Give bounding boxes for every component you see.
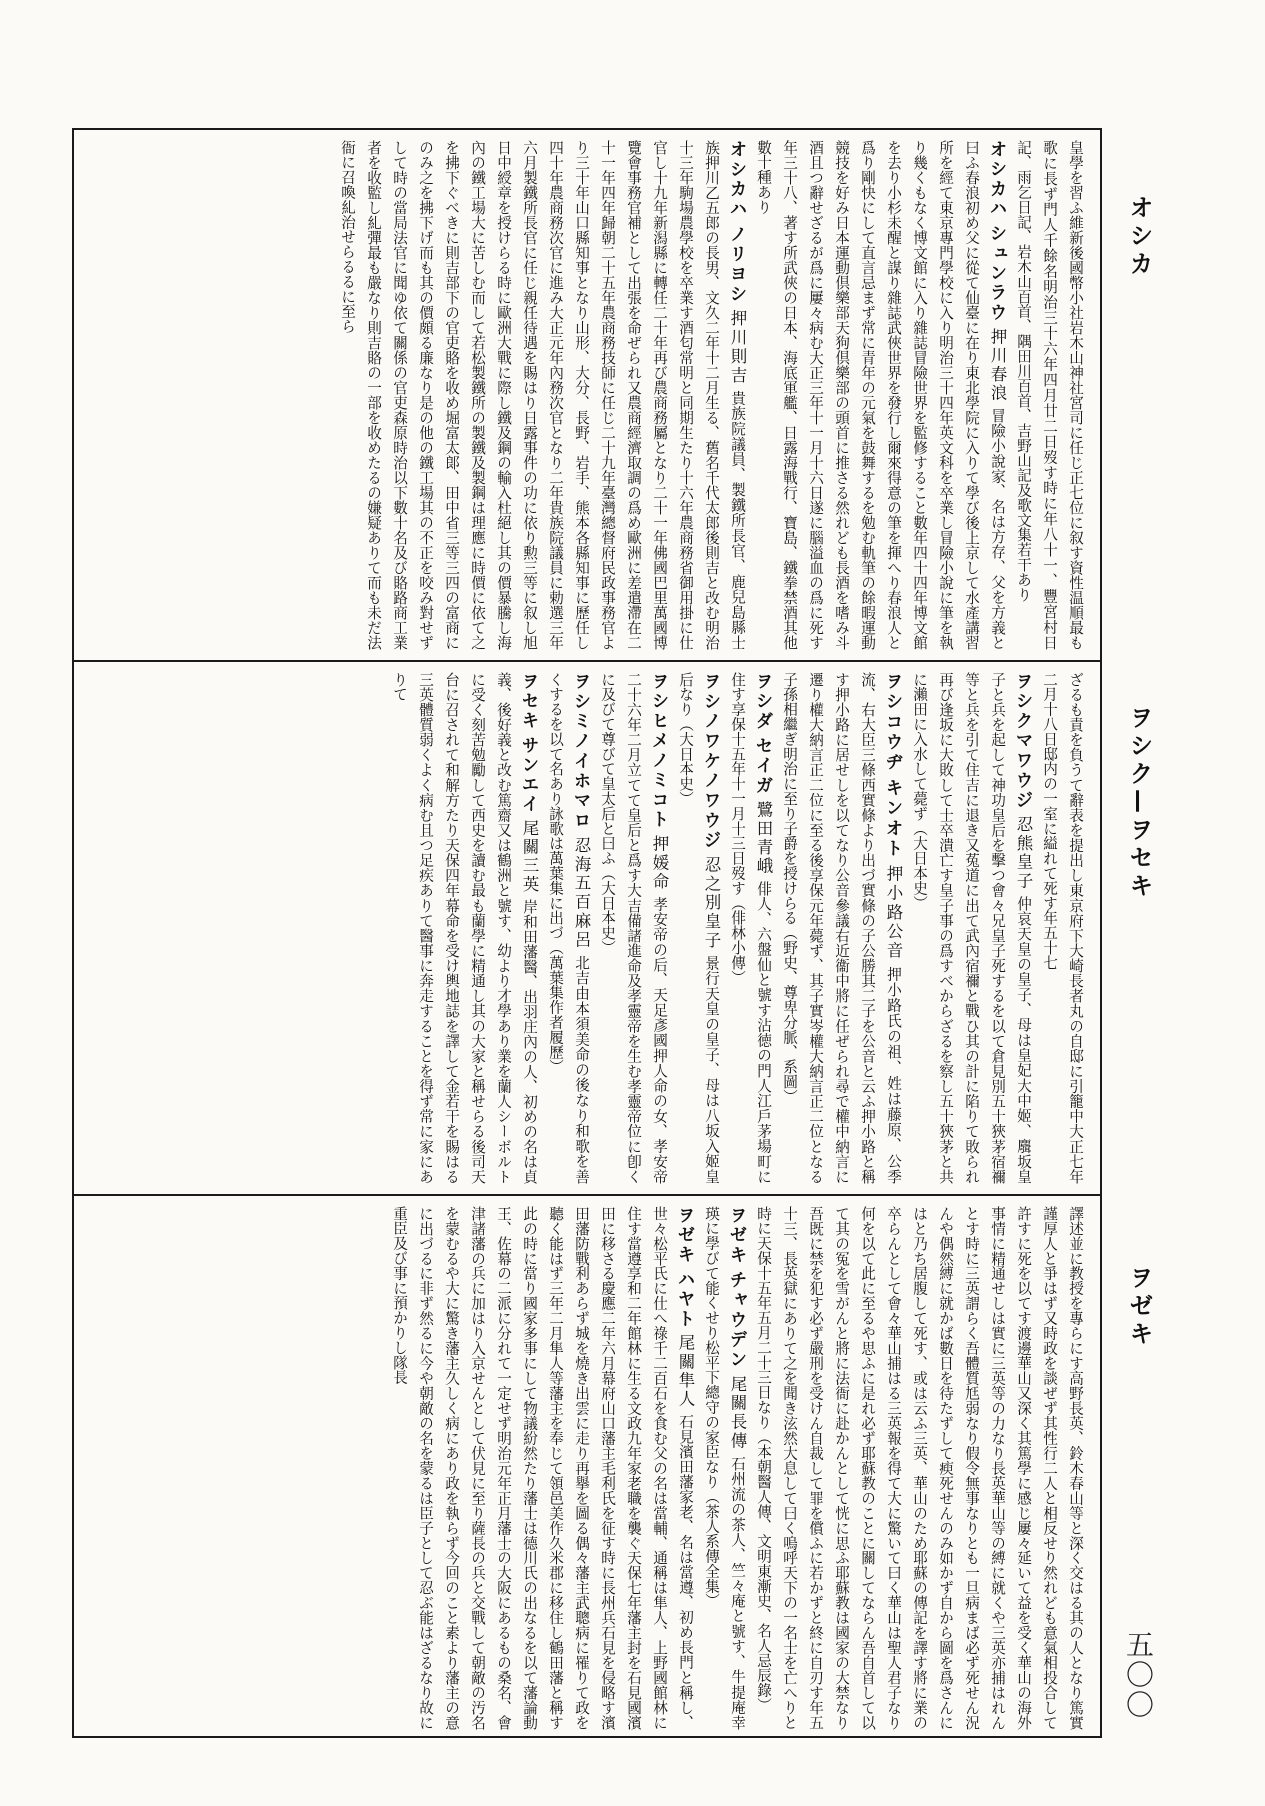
tier-bottom-text <box>86 1206 1088 1730</box>
entry-name: 忍海五百麻呂 <box>572 836 591 950</box>
entry-name: 尾關隼人 <box>676 1334 695 1409</box>
entry-headword: ヲシコウヂ <box>883 672 903 773</box>
entry-body: 押小路氏の祖、姓は藤原、公季流、右大臣三條西實條より出づ實條の子公勝其二子を公音と云ふ押小路と稱す押小路に居せしを以てなり公音參議右近衞中將に任ぜられ尋で權中納言に遷り權大納言正二位に至る後享保元年薨ず、其子實岑權大納言正二位となる子孫相繼ぎ明治に至り子爵を授けらる（野史、尊卑分脈、系圖） <box>781 672 902 1184</box>
section-label-middle: ヲシク—ヲセキ <box>1125 705 1153 901</box>
entry-reading: ノリヨシ <box>727 224 747 305</box>
entry-headword: オシカハ <box>727 140 747 220</box>
entry-body: 石見濱田藩家老、名は當遵、初め長門と稱し、世々松平氏に仕へ祿千二百石を食む父の名は當輔、通稱は隼人、上野國館林に住す當遵享和二年館林に生る文政九年家老職を襲ぐ天保七年藩主封を石見國濱田に移さる慶應二年六月幕府山口藩主毛利氏を征す時に長州兵石見を侵略す濱田藩防戰利あらず城を燒き出雲に走り再擧を圖る偶々藩主武聰病に罹りて政を聽く能はず三年二月隼人等藩主を奉じて領邑美作久米郡に移住し鶴田藩と稱す此の時に當り國家多事にして物議紛然たり藩士は德川氏の出なるを以て藩論動王、佐幕の二派に分れて一定せず明治元年正月藩士の大阪にあるもの桑名、會津諸藩の兵に加はり入京せんとして伏見に至り薩長の兵と交戰して朝敵の汚名を蒙むるや大に驚き藩主久しく病にあり政を執らず今回のこと素より藩主の意に出づるに非ず然るに今や朝敵の名を蒙るは臣子として忍ぶ能はざるなり故に重臣及び事に預かりし隊長 <box>391 1206 694 1730</box>
entry-body: 景行天皇の皇子、母は八坂入姬皇后なり（大日本史） <box>677 672 720 1184</box>
page-number: 五〇〇 <box>1122 1630 1155 1720</box>
entry-name: 押川則吉 <box>728 309 747 386</box>
entry-body: 冒險小說家、名は方存、父を方義と曰ふ春浪初め父に從て仙臺に在り東北學院に入りて學び後上京して水產講習所を經て東京專門學校に入り明治三十四年英文科を卒業し冒險小說に筆を執り幾くもなく博文館に入り雜誌冒險世界を監修すること數年四十四年博文館を去り小杉未醒と謀り雜誌武俠世界を發行し爾來得意の筆を揮へり春浪人と爲り剛快にして直言忌まず常に青年の元氣を鼓舞するを勉む軌筆の餘暇運動競技を好み日本運動倶樂部天狗倶樂部の頭首に推さる然れども長酒を嗜み斗酒且つ辭せざるが爲に屢々病む大正三年十一月十六日遂に腦溢血の爲に死す年三十八、著す所武俠の日本、海底軍艦、日露海戰行、寶島、鐵拳禁酒其他數十種あり <box>755 140 1006 650</box>
tier-top <box>74 130 1100 660</box>
entry-reading: シュンラウ <box>987 224 1007 323</box>
entry-headword: ヲゼキ <box>675 1206 695 1265</box>
entry-body: 俳人、六盤仙と號す沾徳の門人江戶茅場町に住す享保十五年十一月十三日歿す（俳林小傳） <box>729 672 772 1184</box>
entry-headword: ヲシヒメノミコト <box>649 672 669 830</box>
entry-body: 岸和田藩醫、出羽庄內の人、初めの名は貞義、後好義と改む篤齋又は鶴洲と號す、幼より才學あり業を蘭人シーボルトに受く刻苦勉勵して西史を讀む最も蘭學に精通し其の大家と稱せらる後司天台に召されて和解方たり天保四年幕命を受け輿地誌を譯して金若干を賜はる三英體質弱くよく病む且つ足疾ありて醫事に奔走することを得ず常に家にありて <box>391 672 538 1184</box>
entry-body: 孝安帝の后、天足彥國押人命の女、孝安帝二十六年二月立てて皇后と爲す大吉備諸進命及孝靈帝を生む孝靈帝位に卽くに及びて尊びて皇太后と曰ふ（大日本史） <box>599 672 668 1184</box>
entry-name: 押媛命 <box>650 835 669 892</box>
entry-name: 鷺田青峨 <box>754 800 773 876</box>
continuation-text: 譯述並に教授を專らにす高野長英、鈴木春山等と深く交はる其の人となり篤實謹厚人と爭はず又時政を談ぜず其性行二人と相反せり然れども意氣相投合して許すに死を以てす渡邊華山又深く其篤學に感じ屢々延いて益を受く華山の海外事情に精通せしは實に三英等の力なり長英華山等の縛に就くや三英亦捕はれんとす時に三英謂らく吾體質尪弱なり假令無事なりとも一旦病まば必ず死せん況んや偶然縛に就かば數日を待たずして瘐死せんのみ如かず自から圖を爲さんにはと乃ち居腹して死す、或は云ふ三英、華山のため耶蘇の傳記を譯す將に業の卒らんとして會々華山捕はる三英報を得て大に驚いて曰く華山は聖人君子なり何を以て此に至るや思ふに是れ必ず耶蘇教のことに關してならん吾自首して以て其の冤を雪がんと將に法衙に赴かんとして恍に思ふ耶蘇教は國家の大禁なり吾既に禁を犯す必ず嚴刑を受けん自裁して罪を償ふに若かずと終に自刃す年五十三、長英獄にありて之を聞き泫然大息して曰く嗚呼天下の一名士を亡へりと時に天保十五年五月二十三日なり（本朝醫人傳、文明東漸史、名人忌辰錄） <box>755 1206 1084 1730</box>
entry-name: 押川春浪 <box>988 327 1007 403</box>
entry-name: 押小路公音 <box>884 864 903 961</box>
continuation-text: ざるも責を負うて辭表を提出し東京府下大崎長者丸の自邸に引籠中大正七年二月十八日邸内の一室に縊れて死す年五十七 <box>1041 672 1084 1184</box>
entry-headword: ヲシミノイホマロ <box>571 672 591 832</box>
entry-name: 尾關三英 <box>520 819 539 894</box>
entry-reading: セイガ <box>753 736 773 796</box>
entry-body: 北吉由本須美命の後なり和歌を善くするを以て名あり詠歌は萬葉集に出づ（萬葉集作者履歷） <box>547 672 590 1184</box>
entry-body: 貴族院議員、製鐵所長官、鹿兒島縣士族押川乙五郎の長男、文久二年十二月生る、舊名千代太郎後則吉と改む明治十三年駒場農學校を卒業す酒匂常明と同期生たり十六年農商務省御用掛に仕官し十九年新潟縣に轉任二十年再び農商務屬となり二十一年佛國巴里萬國博覽會事務官補として出張を命ぜられ又農商經濟取調の爲め歐洲に差遣滯在二十一年四年歸朝二十五年農商務技師に任じ二十九年臺灣總督府民政事務官より三十年山口縣知事となり山形、大分、長野、岩手、熊本各縣知事に歷任し四十年農商務次官に進み大正元年內務次官となり二年貴族院議員に勅選三年六月製鐵所長官に任じ親任待遇を賜はり日露事件の功に依り勲三等に叙し旭日中綬章を授けらる時に歐洲大戰に際し鐵及鋼の輸入杜絕し其の價暴騰し海內の鐵工場大に苦しむ而して若松製鐵所の製鐵及製鋼は理應に時價に依て之を拂下ぐべきに則吉部下の官吏賂を收め堀富太郞、田中省三等三四の富商にのみ之を拂下げ而も其の價頗る廉なり是の他の鐵工場其の不正を咬み對せずして時の當局法官に聞ゆ依て關係の官吏森原時治以下數十名及び賂路商工業者を收監し糺彈最も嚴なり則吉賂の一部を收めたるの嫌疑ありて而も未だ法衙に召喚糺治せらるるに至ら <box>339 140 746 650</box>
section-label-top: オシカ <box>1125 195 1153 279</box>
entry-reading: キンオト <box>883 778 903 860</box>
entry-name: 尾關長傳 <box>728 1375 747 1451</box>
entry-name: 忍之別皇子 <box>702 855 721 951</box>
page-frame <box>72 128 1102 1738</box>
entry-reading: ハヤト <box>675 1270 695 1330</box>
entry-headword: ヲシダ <box>753 672 773 732</box>
entry-body: 仲哀天皇の皇子、母は皇妃大中姬、麛坂皇子と兵を起して神功皇后を擊つ會々兄皇子死するを以て倉見別五十狹茅宿禰等と兵を引て住吉に退き又菟道に出て武內宿禰と戰ひ其の計に陷りて敗られ再び逢坂に大敗して士卒潰亡す皇子事の爲すべからざるを察し五十狹茅と共に瀨田に入水して薨ず（大日本史） <box>911 672 1032 1184</box>
entry-reading: チャウデン <box>727 1270 747 1371</box>
entry-body: 石州流の茶人、竺々庵と號す、牛提庵幸瑛に學びて能くせり松平下總守の家臣なり（茶人系傳全集） <box>703 1206 746 1730</box>
entry-reading: サンエイ <box>519 735 539 815</box>
tier-top-text <box>86 140 1088 650</box>
entry-headword: ヲシクマワウジ <box>1013 672 1033 811</box>
tier-bottom <box>74 1194 1100 1740</box>
entry-headword: ヲゼキ <box>727 1206 747 1266</box>
entry-headword: ヲシノワケノワウジ <box>701 672 721 851</box>
tier-middle <box>74 660 1100 1194</box>
section-label-bottom: ヲゼキ <box>1125 1265 1153 1349</box>
entry-name: 忍熊皇子 <box>1014 815 1033 891</box>
entry-headword: ヲセキ <box>519 672 539 731</box>
tier-middle-text <box>86 672 1088 1184</box>
continuation-text: 皇學を習ふ維新後國幣小社岩木山神社宮司に任じ正七位に叙す資性温順最も歌に長ず門人千餘名明治三十六年四月廿二日歿す時に年八十一、豐宮村日記、雨乞日記、岩木山百首、隅田川百首、吉野山記及歌文集若干あり <box>1015 140 1084 650</box>
entry-headword: オシカハ <box>987 140 1007 219</box>
